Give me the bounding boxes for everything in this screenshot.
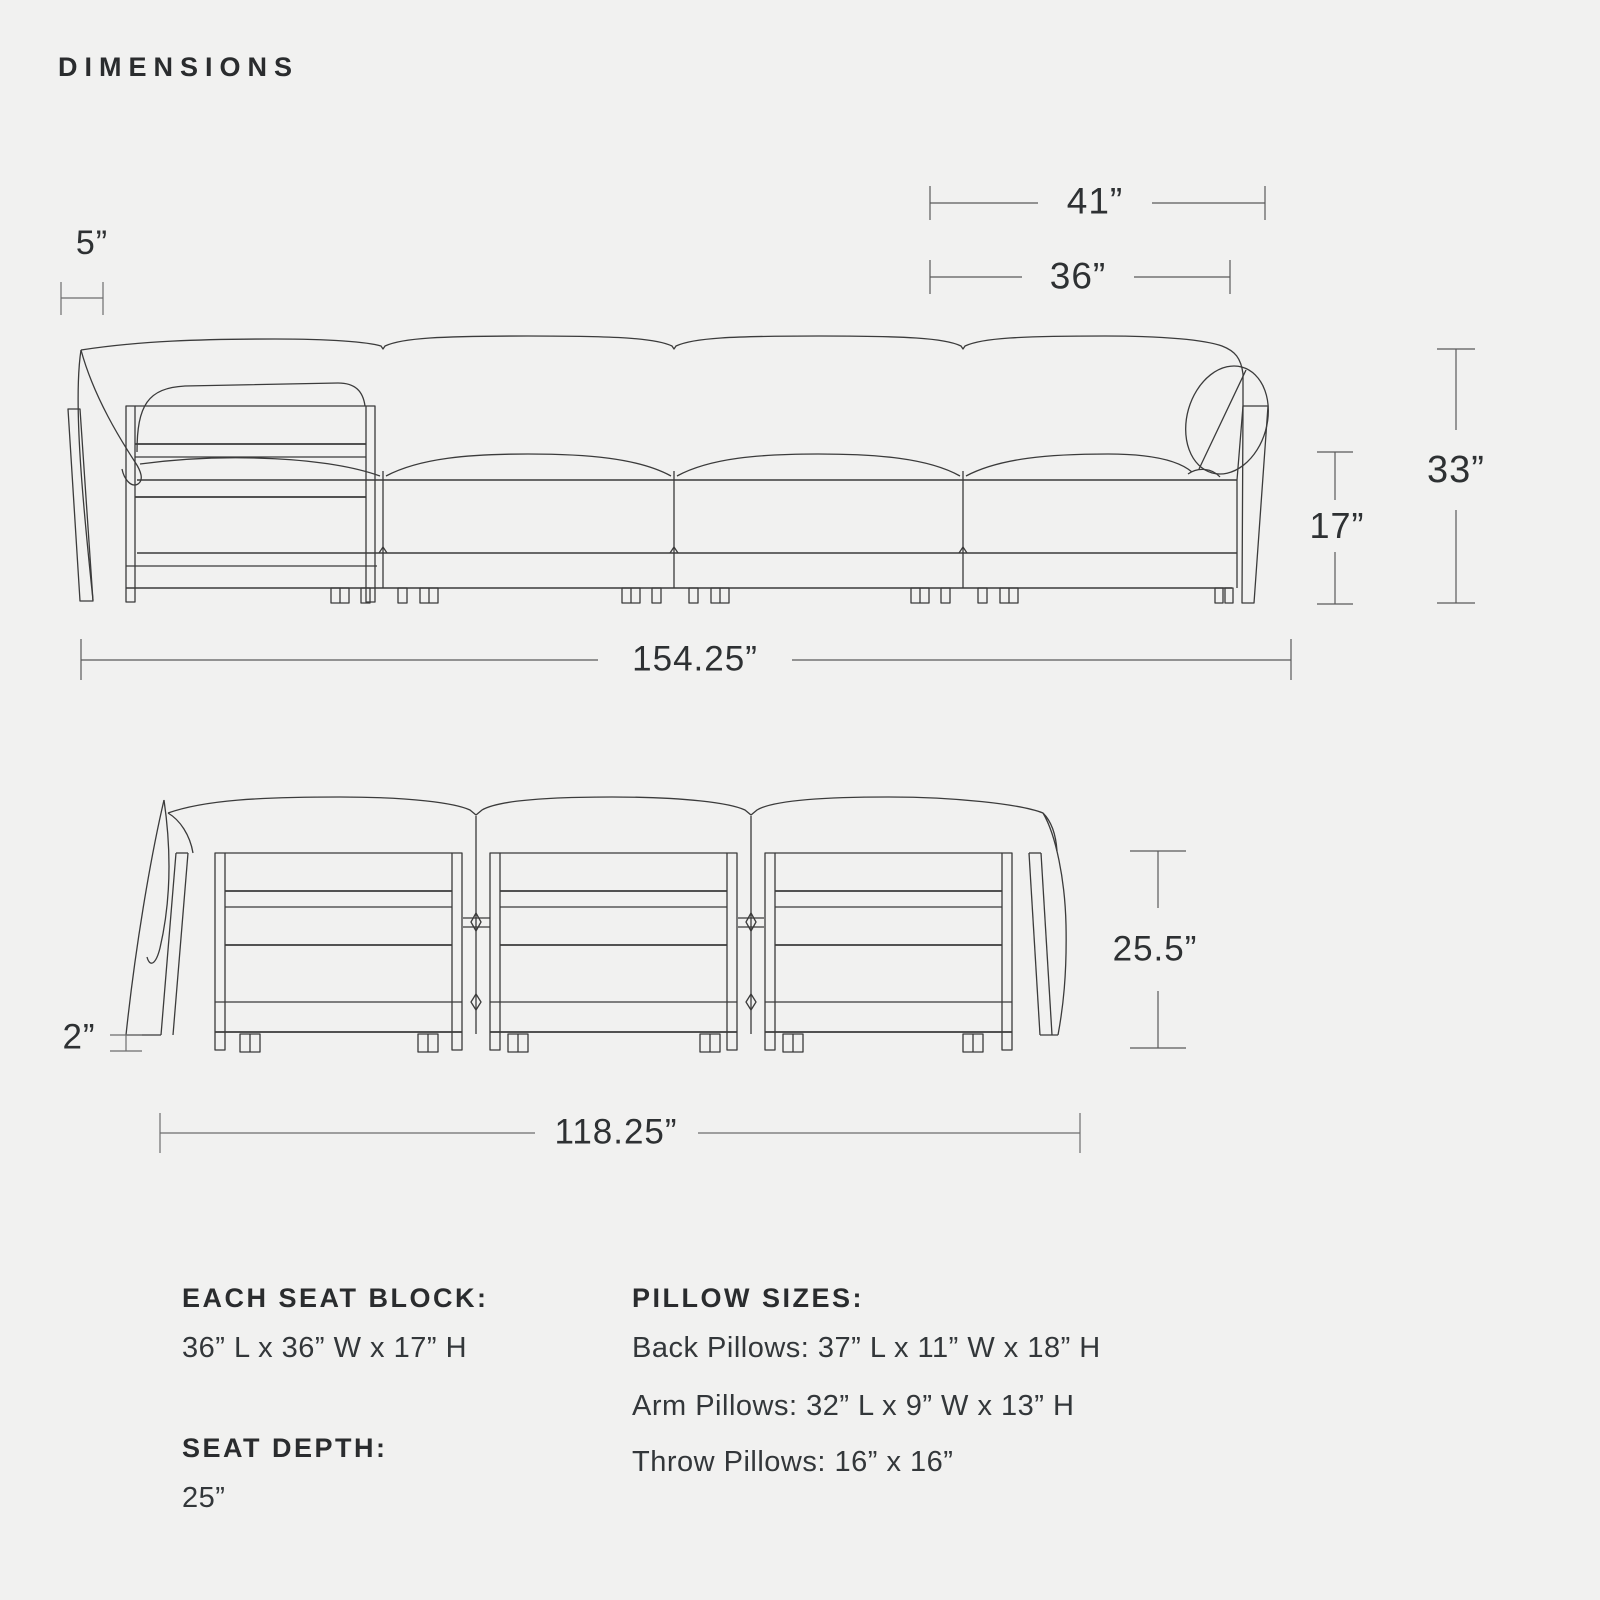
dim-label-leg-clearance: 2” <box>62 1017 96 1057</box>
pillow-sizes-back: Back Pillows: 37” L x 11” W x 18” H <box>632 1332 1101 1364</box>
pillow-sizes-arm: Arm Pillows: 32” L x 9” W x 13” H <box>632 1390 1075 1422</box>
back-view-seams <box>463 816 764 1034</box>
pillow-sizes-heading: PILLOW SIZES: <box>632 1283 864 1313</box>
back-frame-2 <box>490 853 737 1050</box>
dim-label-overall-length: 154.25” <box>632 639 758 679</box>
seat-depth-heading: SEAT DEPTH: <box>182 1433 388 1463</box>
sofa-side-view <box>68 336 1281 603</box>
dim-label-overall-depth: 118.25” <box>554 1112 678 1152</box>
seat-depth-value: 25” <box>182 1482 226 1514</box>
dim-label-seat-plus-arm: 41” <box>1066 180 1124 222</box>
seat-block-heading: EACH SEAT BLOCK: <box>182 1283 489 1313</box>
back-frame-1 <box>215 853 462 1050</box>
back-cushions-top <box>81 336 1243 406</box>
corner-side-panel <box>68 409 93 601</box>
dim-label-overall-height: 33” <box>1427 449 1485 491</box>
corner-frame-post-left <box>126 406 135 602</box>
corner-back-cushion <box>137 383 365 452</box>
dim-line-2in <box>110 1035 142 1051</box>
seat-block-value: 36” L x 36” W x 17” H <box>182 1332 468 1364</box>
bolster-pillow <box>1173 356 1280 484</box>
dim-label-back-height: 25.5” <box>1112 929 1198 969</box>
dim-label-seat-height: 17” <box>1309 505 1365 546</box>
pillow-sizes-throw: Throw Pillows: 16” x 16” <box>632 1446 954 1478</box>
corner-arm-pillow-inner <box>81 350 141 485</box>
corner-frame-post-right <box>366 406 375 602</box>
back-view-left-arm <box>126 800 188 1035</box>
side-view-dimension-lines <box>61 186 1475 680</box>
back-cushion-bottoms <box>140 454 1192 480</box>
side-view-legs <box>331 588 1233 603</box>
side-view-corner-section <box>68 350 375 602</box>
dim-line-5in <box>61 282 103 315</box>
back-view-right-arm <box>1029 813 1066 1035</box>
back-view-cushion-top <box>168 797 1043 815</box>
dim-label-seat-block-width: 36” <box>1049 255 1107 297</box>
back-view-legs <box>240 1034 983 1052</box>
sofa-back-view <box>126 797 1066 1052</box>
dim-label-arm-width: 5” <box>75 224 109 262</box>
back-frame-3 <box>765 853 1012 1050</box>
page-title: DIMENSIONS <box>58 52 300 82</box>
